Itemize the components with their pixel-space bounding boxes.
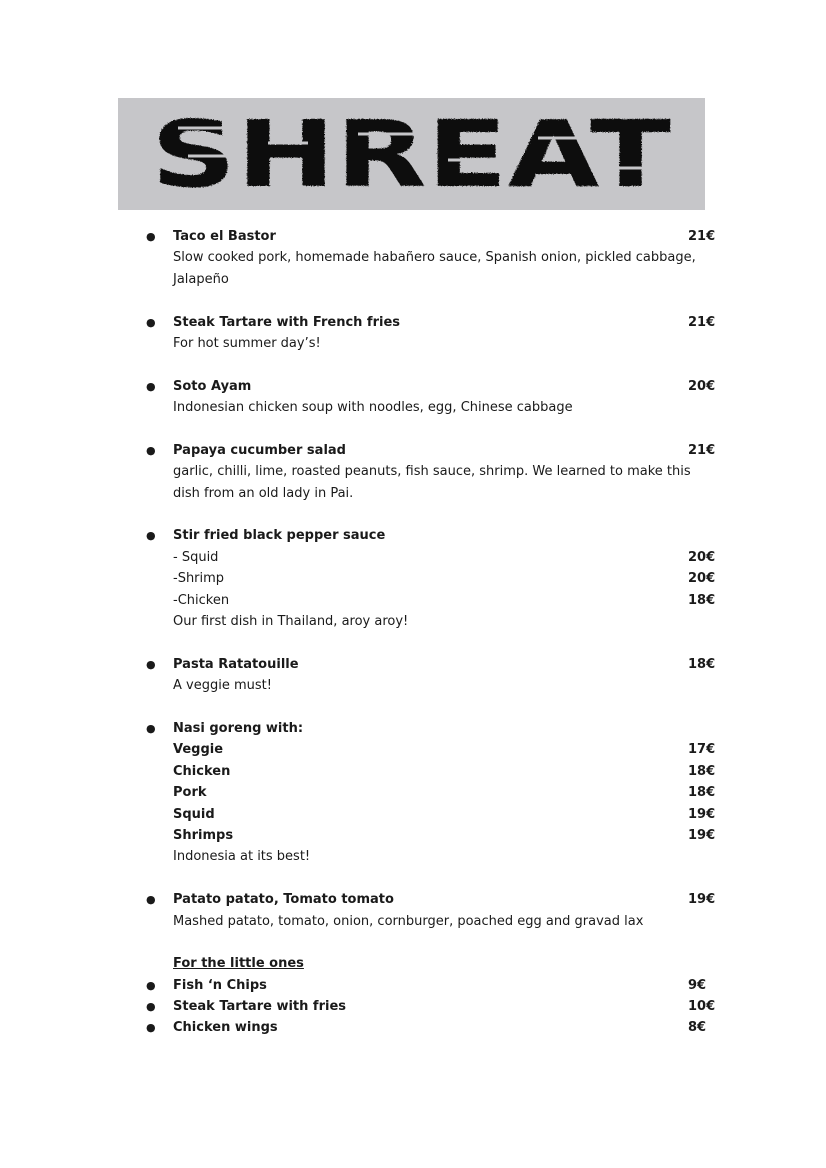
spacer <box>0 419 826 440</box>
description-text: Indonesian chicken soup with noodles, egg, Chinese cabbage <box>173 400 573 416</box>
item-price: 8€ <box>688 1020 707 1036</box>
kids-heading-text: For the little ones <box>173 956 304 972</box>
menu-item <box>0 226 826 247</box>
option-label: -Chicken <box>173 592 230 608</box>
item-price: 20€ <box>688 571 716 587</box>
item-description <box>0 269 826 290</box>
note-text: Indonesia at its best! <box>173 849 311 865</box>
option-label: -Shrimp <box>173 571 225 587</box>
option-label: Chicken <box>173 763 231 779</box>
menu-option <box>0 547 826 568</box>
kids-item <box>0 996 826 1017</box>
bullet-icon: ● <box>146 443 156 457</box>
item-description <box>0 483 826 504</box>
item-name: Fish ‘n Chips <box>173 977 267 993</box>
item-name: Soto Ayam <box>173 378 252 394</box>
menu-list <box>0 226 826 1039</box>
spacer <box>0 290 826 311</box>
option-label: Veggie <box>173 742 224 758</box>
item-price: 20€ <box>688 378 716 394</box>
menu-option <box>0 782 826 803</box>
bullet-icon: ● <box>146 721 156 735</box>
description-text: Mashed patato, tomato, onion, cornburger, poached egg and gravad lax <box>173 913 644 929</box>
menu-item <box>0 718 826 739</box>
item-name: Pasta Ratatouille <box>173 656 299 672</box>
option-label: Squid <box>173 806 215 822</box>
kids-item <box>0 1017 826 1038</box>
bullet-icon: ● <box>146 1021 156 1035</box>
item-price: 10€ <box>688 999 716 1015</box>
menu-option <box>0 568 826 589</box>
item-price: 21€ <box>688 442 716 458</box>
bullet-icon: ● <box>146 657 156 671</box>
menu-option <box>0 825 826 846</box>
item-name: Chicken wings <box>173 1020 278 1036</box>
item-name: Taco el Bastor <box>173 229 276 244</box>
menu-item <box>0 312 826 333</box>
menu-item <box>0 440 826 461</box>
item-price: 19€ <box>688 892 716 908</box>
spacer <box>0 932 826 953</box>
description-text: Jalapeño <box>173 271 229 287</box>
kids-item <box>0 975 826 996</box>
item-price: 21€ <box>688 229 716 244</box>
item-name: Steak Tartare with fries <box>173 999 346 1015</box>
description-text: A veggie must! <box>173 678 272 694</box>
note-text: Our first dish in Thailand, aroy aroy! <box>173 614 409 630</box>
kids-heading <box>0 953 826 974</box>
item-description <box>0 397 826 418</box>
streat-logo <box>118 98 705 210</box>
spacer <box>0 632 826 653</box>
item-price: 19€ <box>688 827 716 843</box>
bullet-icon: ● <box>146 529 156 543</box>
item-note <box>0 611 826 632</box>
item-description <box>0 911 826 932</box>
item-price: 20€ <box>688 549 716 565</box>
spacer <box>0 697 826 718</box>
menu-item <box>0 889 826 910</box>
item-name: Steak Tartare with French fries <box>173 314 401 330</box>
item-price: 18€ <box>688 763 716 779</box>
menu-item <box>0 376 826 397</box>
item-note <box>0 846 826 867</box>
bullet-icon: ● <box>146 315 156 329</box>
item-description <box>0 675 826 696</box>
menu-option <box>0 761 826 782</box>
option-label: Pork <box>173 785 207 801</box>
item-price: 19€ <box>688 806 716 822</box>
bullet-icon: ● <box>146 893 156 907</box>
item-name: Patato patato, Tomato tomato <box>173 892 394 908</box>
description-text: Slow cooked pork, homemade habañero sauce, Spanish onion, pickled cabbage, <box>173 250 696 266</box>
item-price: 18€ <box>688 592 716 608</box>
menu-option <box>0 739 826 760</box>
menu-item <box>0 525 826 546</box>
option-label: - Squid <box>173 549 219 565</box>
item-description <box>0 333 826 354</box>
item-price: 17€ <box>688 742 716 758</box>
bullet-icon: ● <box>146 978 156 992</box>
menu-item <box>0 654 826 675</box>
description-text: dish from an old lady in Pai. <box>173 485 354 501</box>
spacer <box>0 504 826 525</box>
menu-option <box>0 590 826 611</box>
description-text: garlic, chilli, lime, roasted peanuts, fish sauce, shrimp. We learned to make this <box>173 464 691 480</box>
bullet-icon: ● <box>146 1000 156 1014</box>
menu-option <box>0 804 826 825</box>
item-price: 18€ <box>688 785 716 801</box>
item-description <box>0 247 826 268</box>
bullet-icon: ● <box>146 230 156 243</box>
spacer <box>0 868 826 889</box>
item-price: 18€ <box>688 656 716 672</box>
spacer <box>0 354 826 375</box>
option-label: Shrimps <box>173 827 234 843</box>
item-description <box>0 461 826 482</box>
item-price: 9€ <box>688 977 707 993</box>
item-price: 21€ <box>688 314 716 330</box>
item-name: Nasi goreng with: <box>173 720 304 736</box>
description-text: For hot summer day’s! <box>173 335 321 351</box>
bullet-icon: ● <box>146 379 156 393</box>
logo-text: SHREAT <box>151 101 672 208</box>
item-name: Papaya cucumber salad <box>173 442 346 458</box>
item-name: Stir fried black pepper sauce <box>173 528 386 544</box>
